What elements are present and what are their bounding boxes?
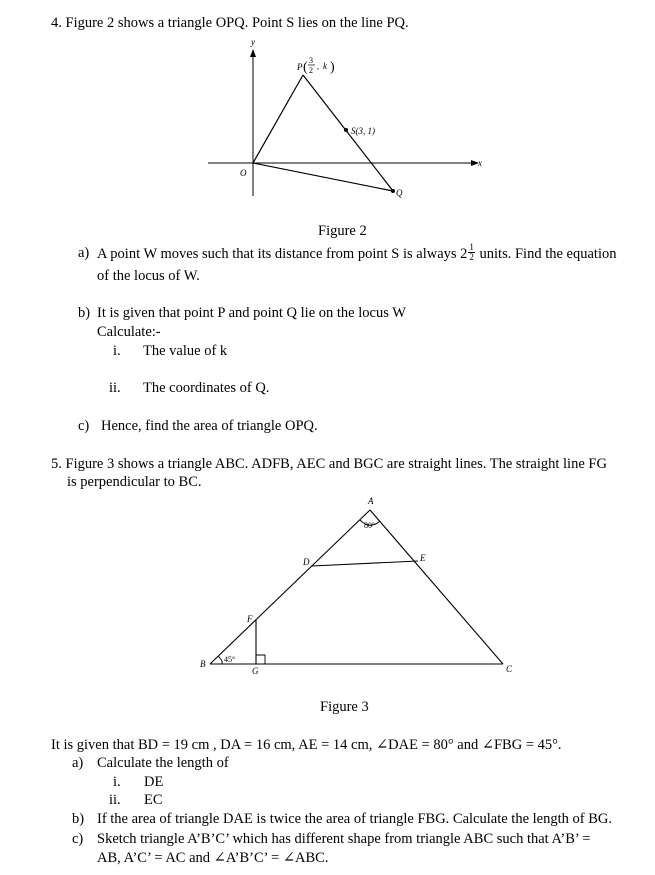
point-p-x-den: 2 xyxy=(309,66,313,75)
q4-part-b-ii-marker: ii. xyxy=(109,380,121,396)
vertex-c-label: C xyxy=(506,664,513,674)
q5-part-b-text: If the area of triangle DAE is twice the area of triangle FBG. Calculate the length of BG. xyxy=(97,811,612,827)
line-pq xyxy=(303,75,393,191)
figure-3-caption: Figure 3 xyxy=(320,699,369,715)
point-p-label xyxy=(296,56,335,75)
q4-part-a-frac-num: 1 xyxy=(469,242,474,252)
x-axis-label: x xyxy=(478,158,482,168)
point-q-dot xyxy=(391,189,395,193)
point-p-open-paren: ( xyxy=(303,60,308,75)
vertex-g-label: G xyxy=(252,666,259,676)
q5-given: It is given that BD = 19 cm , DA = 16 cm, AE = 14 cm, ∠DAE = 80° and ∠FBG = 45°. xyxy=(51,737,562,753)
q5-part-c-line1: Sketch triangle A’B’C’ which has different shape from triangle ABC such that A’B’ = xyxy=(97,831,591,847)
vertex-d-label: D xyxy=(303,557,310,567)
q5-part-a-i-marker: i. xyxy=(113,774,121,790)
q4-part-a-text-before: A point W moves such that its distance from point S is always 2 xyxy=(97,245,468,262)
point-p-k: k xyxy=(323,61,327,71)
q5-part-a-i-text: DE xyxy=(144,774,164,790)
q4-part-a-text-after: units. Find the equation xyxy=(479,245,617,262)
line-de xyxy=(312,561,418,566)
q4-part-b-marker: b) xyxy=(78,305,91,321)
q5-part-a-text: Calculate the length of xyxy=(97,755,229,771)
point-p-close-paren: ) xyxy=(330,60,335,75)
q5-part-a-ii-text: EC xyxy=(144,792,163,808)
figure-2-caption: Figure 2 xyxy=(318,223,367,239)
q5-heading-line1: 5. Figure 3 shows a triangle ABC. ADFB, AEC and BGC are straight lines. The straight line FG xyxy=(51,456,607,472)
line-ab xyxy=(210,510,370,664)
q4-part-c-text: Hence, find the area of triangle OPQ. xyxy=(101,418,318,434)
figure-3 xyxy=(0,490,655,690)
q4-part-c-marker: c) xyxy=(78,418,90,434)
vertex-e-label: E xyxy=(420,553,426,563)
q4-part-a-line1 xyxy=(97,242,617,264)
q5-heading-line2: is perpendicular to BC. xyxy=(67,474,202,490)
line-op xyxy=(253,75,303,163)
q4-part-a-frac-den: 2 xyxy=(469,252,474,262)
q4-part-b-text: It is given that point P and point Q lie on the locus W xyxy=(97,305,406,321)
q5-part-b-marker: b) xyxy=(72,811,85,827)
point-p-comma: , xyxy=(317,62,319,71)
vertex-f-label: F xyxy=(247,614,253,624)
figure-2 xyxy=(0,0,655,230)
angle-b-label: 45° xyxy=(224,655,236,664)
point-q-label: Q xyxy=(396,188,403,198)
line-oq xyxy=(253,163,393,191)
q4-part-b-i-marker: i. xyxy=(113,343,121,359)
point-p-x-num: 3 xyxy=(309,56,313,65)
q4-part-a-fraction xyxy=(468,243,475,262)
vertex-b-label: B xyxy=(200,659,206,669)
q4-part-b-calculate: Calculate:- xyxy=(97,324,161,340)
y-axis-label: y xyxy=(251,37,255,47)
q5-part-a-marker: a) xyxy=(72,755,84,771)
point-s-dot xyxy=(344,128,348,132)
angle-arc-b xyxy=(218,656,222,664)
origin-label: O xyxy=(240,168,247,178)
q4-part-b-ii-text: The coordinates of Q. xyxy=(143,380,270,396)
q4-part-a-marker: a) xyxy=(78,245,90,261)
right-angle-mark xyxy=(256,655,265,664)
q5-part-a-ii-marker: ii. xyxy=(109,792,121,808)
q4-part-a-line2: of the locus of W. xyxy=(97,268,200,284)
q4-heading: 4. Figure 2 shows a triangle OPQ. Point S lies on the line PQ. xyxy=(51,15,409,31)
vertex-a-label: A xyxy=(368,496,374,506)
point-p-letter: P xyxy=(297,62,303,72)
angle-a-label: 80° xyxy=(364,521,376,530)
point-s-label: S(3, 1) xyxy=(351,126,375,136)
q5-part-c-line2: AB, A’C’ = AC and ∠A’B’C’ = ∠ABC. xyxy=(97,850,329,866)
line-ac xyxy=(370,510,503,664)
q4-part-b-i-text: The value of k xyxy=(143,343,228,359)
q5-part-c-marker: c) xyxy=(72,831,84,847)
